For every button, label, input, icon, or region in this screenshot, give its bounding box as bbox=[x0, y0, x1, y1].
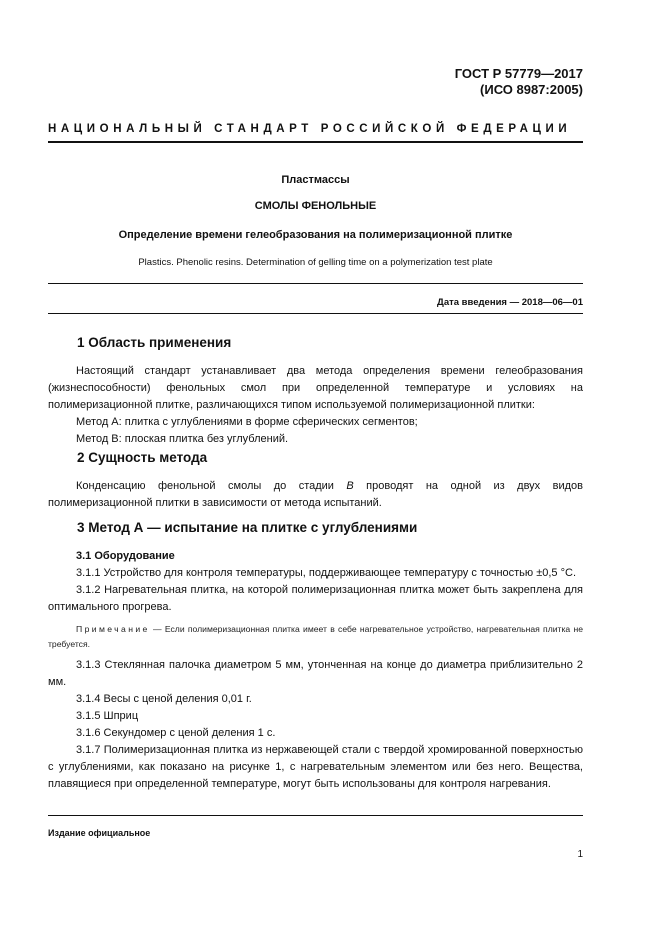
section-2-paragraph bbox=[48, 478, 583, 512]
item-3-1-4: 3.1.4 Весы с ценой деления 0,01 г. bbox=[76, 693, 252, 705]
introduction-date: Дата введения — 2018—06—01 bbox=[437, 297, 583, 308]
section-3-heading: 3 Метод А — испытание на плитке с углублениями bbox=[77, 520, 418, 535]
item-3-1-2: 3.1.2 Нагревательная плитка, на которой полимеризационная плитка может быть закреплена для оптимального прогрева. bbox=[48, 584, 583, 613]
section-2-body bbox=[48, 478, 583, 512]
stage-b-italic: В bbox=[346, 480, 354, 492]
footer-rule bbox=[48, 815, 583, 816]
item-3-1-1: 3.1.1 Устройство для контроля температуры, поддерживающее температуру с точностью ±0,5 °С. bbox=[76, 567, 576, 579]
iso-number: (ИСО 8987:2005) bbox=[480, 82, 583, 97]
item-3-1-7: 3.1.7 Полимеризационная плитка из нержавеющей стали с твердой хромированной поверхностью с углублениями, как показано на рисунке 1, с нагревательным элементом или без него. Вещества, плавящиеся при определенной температуре, могут быть использованы для контроля нагревания. bbox=[48, 744, 583, 790]
method-b-line: Метод В: плоская плитка без углублений. bbox=[76, 433, 289, 445]
subsection-3-1-heading: 3.1 Оборудование bbox=[76, 550, 175, 562]
title-rule bbox=[48, 283, 583, 284]
note-text: — Если полимеризационная плитка имеет в себе нагревательное устройство, нагревательная плитка не требуется. bbox=[48, 624, 583, 649]
method-a-line: Метод А: плитка с углублениями в форме сферических сегментов; bbox=[76, 416, 418, 428]
note-label: Примечание bbox=[76, 624, 150, 634]
gost-number: ГОСТ Р 57779—2017 bbox=[454, 66, 583, 81]
national-standard-banner: НАЦИОНАЛЬНЫЙ СТАНДАРТ РОССИЙСКОЙ ФЕДЕРАЦИИ bbox=[48, 123, 572, 135]
section-2-text-start: Конденсацию фенольной смолы до стадии bbox=[76, 480, 347, 492]
date-rule bbox=[48, 313, 583, 314]
item-3-1-5: 3.1.5 Шприц bbox=[76, 710, 139, 722]
header-rule bbox=[48, 141, 583, 143]
section-1-body bbox=[48, 363, 583, 448]
document-number bbox=[455, 66, 583, 98]
page-number: 1 bbox=[577, 849, 583, 860]
title-subtitle: Определение времени гелеобразования на полимеризационной плитке bbox=[118, 229, 513, 241]
item-3-1-3: 3.1.3 Стеклянная палочка диаметром 5 мм, утонченная на конце до диаметра приблизительно 2 мм. bbox=[48, 659, 583, 688]
item-3-1-6: 3.1.6 Секундомер с ценой деления 1 с. bbox=[76, 727, 276, 739]
note bbox=[48, 622, 583, 652]
title-english: Plastics. Phenolic resins. Determination of gelling time on a polymerization test plate bbox=[138, 257, 493, 268]
official-edition-label: Издание официальное bbox=[48, 828, 151, 838]
section-2-heading: 2 Сущность метода bbox=[77, 450, 208, 465]
title-group: Пластмассы bbox=[281, 174, 350, 186]
section-1-heading: 1 Область применения bbox=[77, 335, 232, 350]
section-2-text-end: проводят на одной из двух видов полимеризационной плитки в зависимости от метода испытаний. bbox=[48, 480, 583, 509]
section-1-paragraph: Настоящий стандарт устанавливает два метода определения времени гелеобразования (жизнеспособности) фенольных смол при определенной температуре и условиях на полимеризационной плитке, различающихся типом используемой полимеризационной плитки: bbox=[48, 365, 583, 411]
section-3-body bbox=[48, 548, 583, 793]
title-main: СМОЛЫ ФЕНОЛЬНЫЕ bbox=[254, 200, 377, 212]
